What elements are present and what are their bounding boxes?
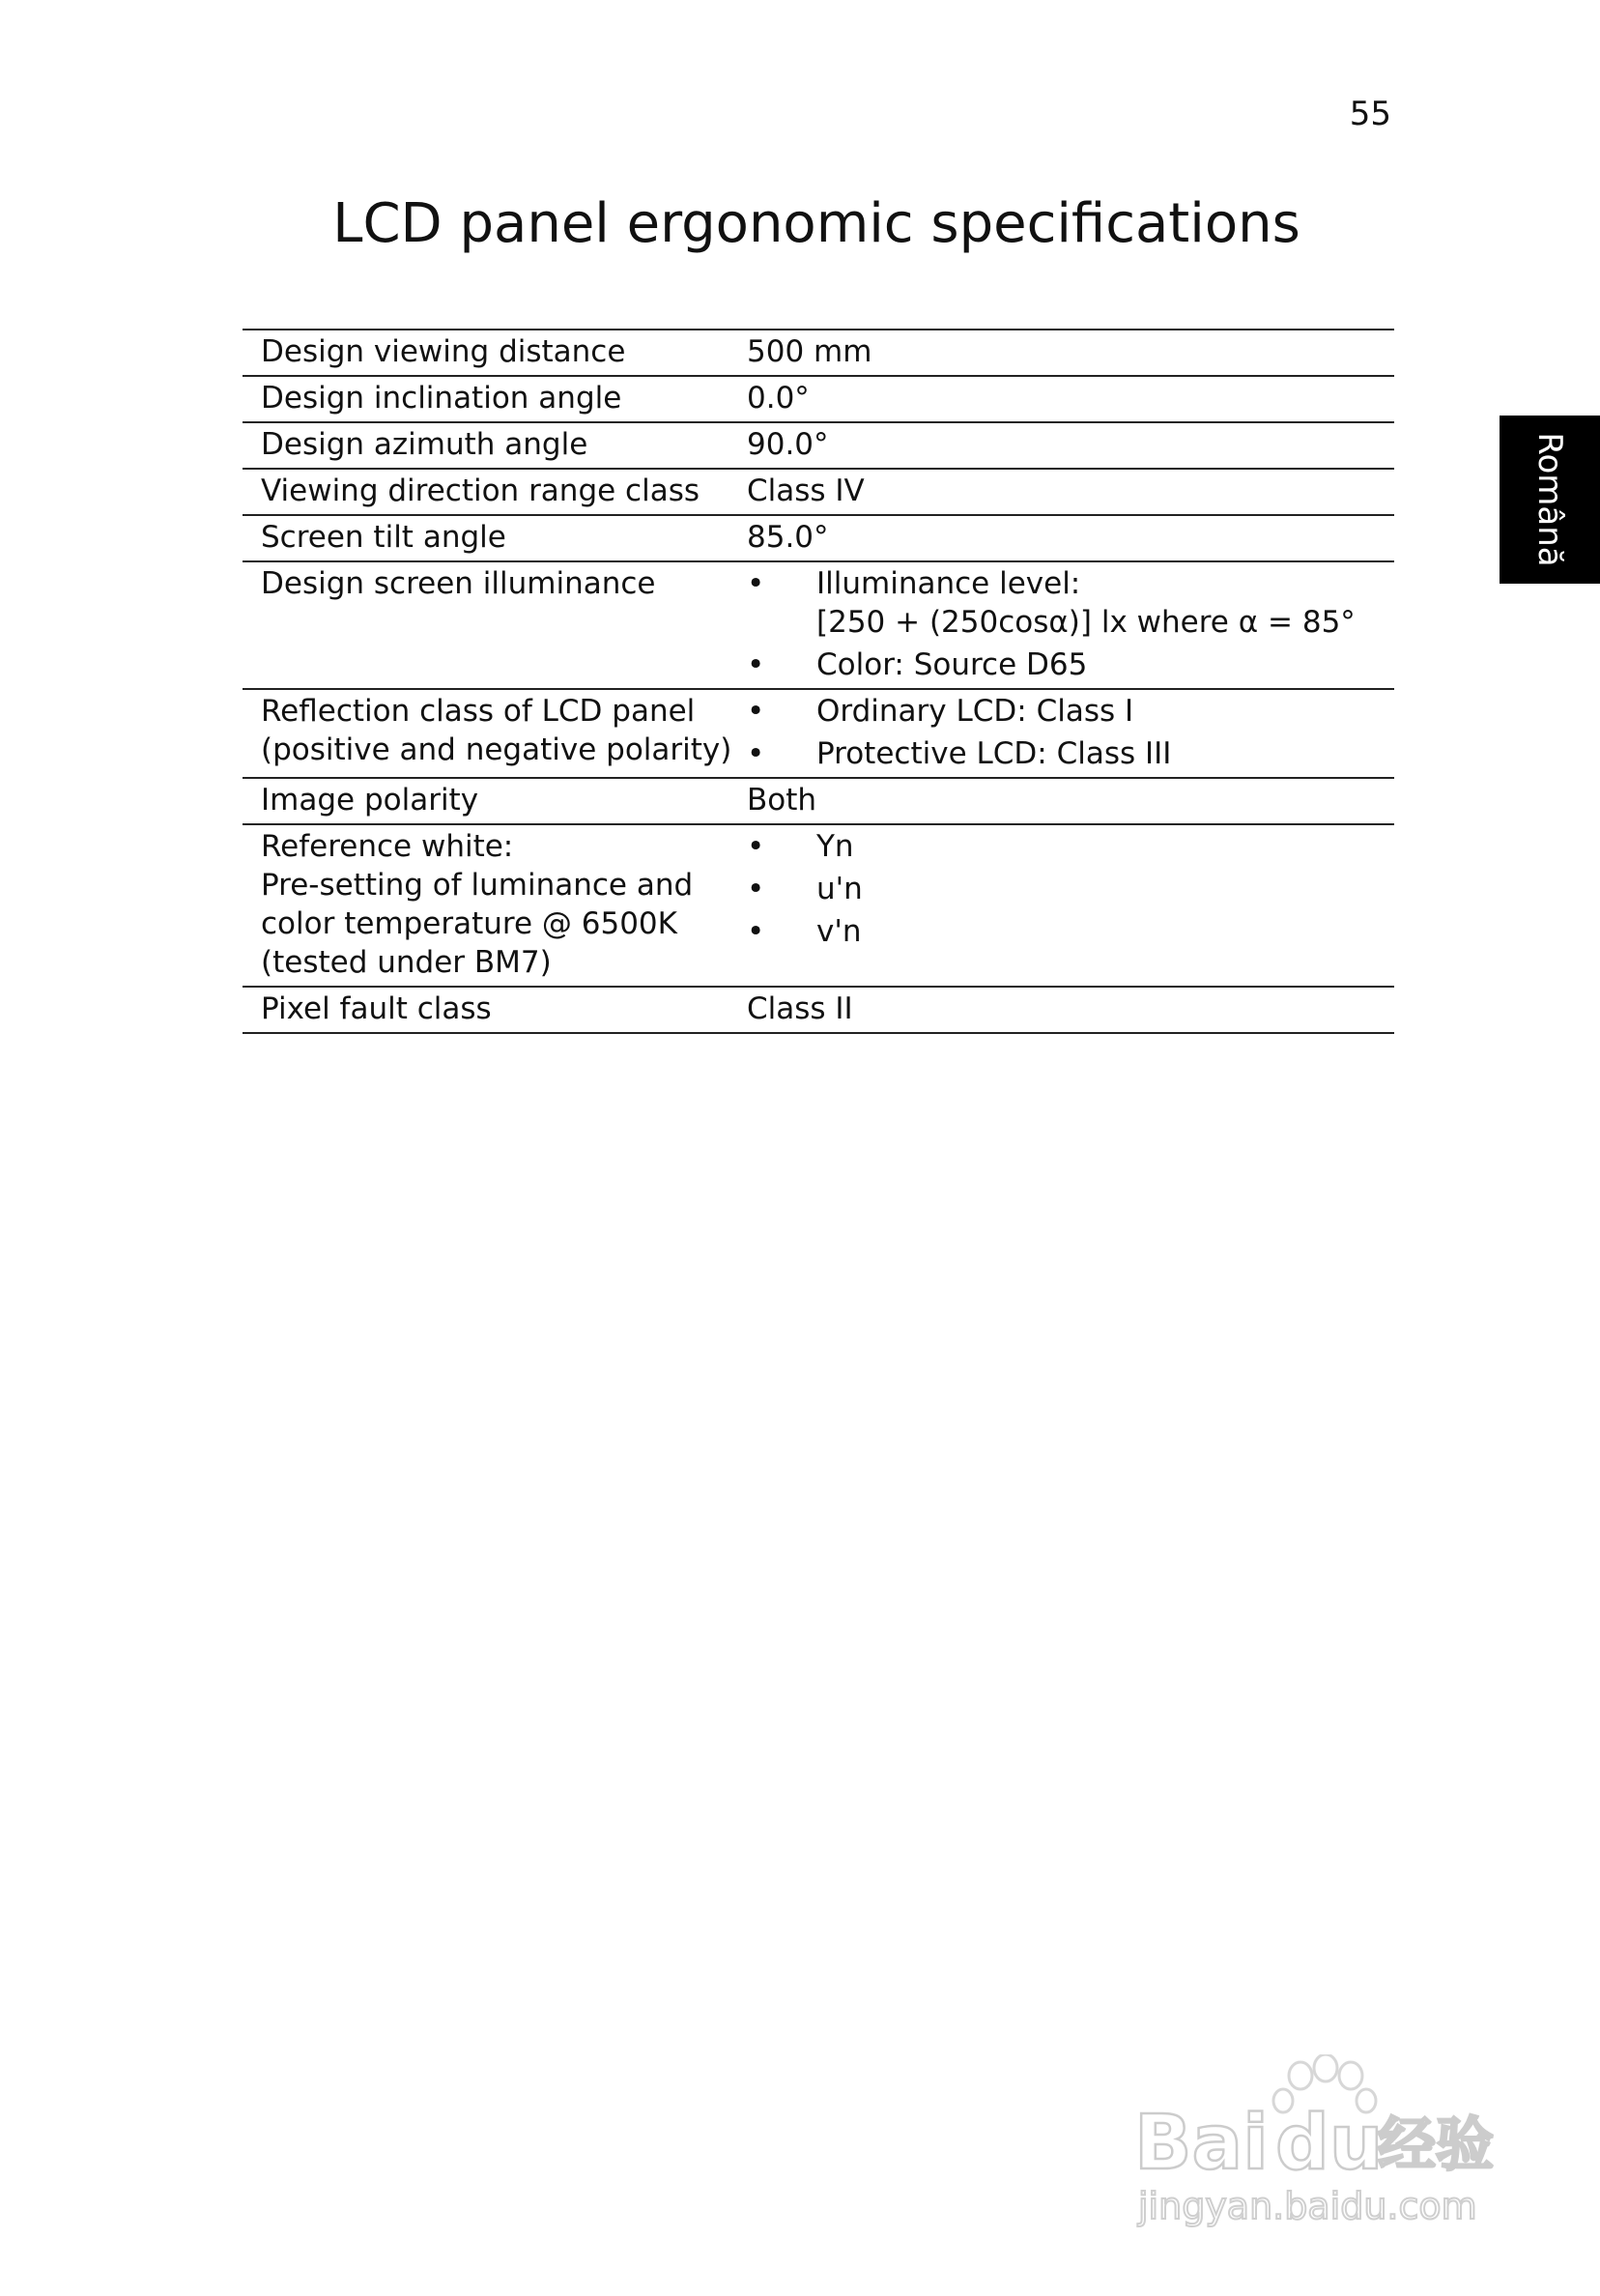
language-tab-label: Română <box>1530 432 1569 567</box>
spec-value <box>747 824 1394 987</box>
table-row <box>243 778 1394 824</box>
spec-label: Design azimuth angle <box>243 422 747 469</box>
baidu-watermark-logo <box>1129 2054 1515 2228</box>
bullet-text: Ordinary LCD: Class I <box>816 694 1134 729</box>
bullet-text: Illuminance level: <box>816 566 1081 601</box>
spec-value: 85.0° <box>747 515 1394 561</box>
spec-label-line: color temperature @ 6500K <box>261 906 677 941</box>
table-row <box>243 987 1394 1033</box>
table-row <box>243 824 1394 987</box>
spec-label <box>243 824 747 987</box>
bullet-dot: • <box>747 647 765 682</box>
spec-label-line: (positive and negative polarity) <box>261 732 732 767</box>
spec-label: Screen tilt angle <box>243 515 747 561</box>
bullet-text: v'n <box>816 914 862 949</box>
table-row <box>243 376 1394 422</box>
spec-value: Both <box>747 778 1394 824</box>
list-item <box>747 870 1394 908</box>
spec-label: Viewing direction range class <box>243 469 747 515</box>
spec-label: Design screen illuminance <box>243 561 747 689</box>
spec-label-line: Reference white: <box>261 829 514 864</box>
bullet-text: u'n <box>816 872 863 906</box>
spec-label: Design viewing distance <box>243 330 747 376</box>
bullet-text: Color: Source D65 <box>816 647 1088 682</box>
bullet-list <box>747 564 1394 684</box>
list-item <box>747 734 1394 773</box>
spec-label-line: (tested under BM7) <box>261 945 552 980</box>
bullet-dot: • <box>747 566 765 601</box>
spec-label: Image polarity <box>243 778 747 824</box>
spec-label: Design inclination angle <box>243 376 747 422</box>
spec-value: 0.0° <box>747 376 1394 422</box>
table-row <box>243 689 1394 778</box>
spec-value <box>747 561 1394 689</box>
table-row <box>243 515 1394 561</box>
language-tab <box>1500 416 1600 584</box>
spec-value <box>747 689 1394 778</box>
list-item <box>747 692 1394 731</box>
spec-label-line: Pre-setting of luminance and <box>261 868 694 903</box>
table-row <box>243 422 1394 469</box>
bullet-text: [250 + (250cosα)] lx where α = 85° <box>816 605 1356 640</box>
bullet-list <box>747 827 1394 951</box>
spec-value: Class II <box>747 987 1394 1033</box>
svg-text:jingyan.baidu.com: jingyan.baidu.com <box>1138 2185 1477 2227</box>
page-title: LCD panel ergonomic specifications <box>332 192 1300 255</box>
table-row <box>243 561 1394 689</box>
list-item <box>747 646 1394 684</box>
spec-value: Class IV <box>747 469 1394 515</box>
bullet-text: Protective LCD: Class III <box>816 736 1172 771</box>
list-item <box>747 827 1394 866</box>
list-item <box>747 564 1394 642</box>
svg-text:du: du <box>1275 2100 1384 2187</box>
bullet-dot: • <box>747 694 765 729</box>
spec-value: 500 mm <box>747 330 1394 376</box>
list-item <box>747 912 1394 951</box>
spec-value: 90.0° <box>747 422 1394 469</box>
bullet-dot: • <box>747 914 765 949</box>
spec-label-line: Reflection class of LCD panel <box>261 694 696 729</box>
bullet-list <box>747 692 1394 773</box>
bullet-text: Yn <box>816 829 854 864</box>
table-row <box>243 330 1394 376</box>
svg-text:Bai: Bai <box>1134 2100 1269 2187</box>
spec-label: Pixel fault class <box>243 987 747 1033</box>
bullet-dot: • <box>747 872 765 906</box>
bullet-dot: • <box>747 736 765 771</box>
bullet-dot: • <box>747 829 765 864</box>
page-number: 55 <box>1349 95 1391 133</box>
spec-table <box>243 329 1394 1034</box>
table-row <box>243 469 1394 515</box>
spec-label <box>243 689 747 778</box>
svg-text:经验: 经验 <box>1378 2111 1494 2179</box>
